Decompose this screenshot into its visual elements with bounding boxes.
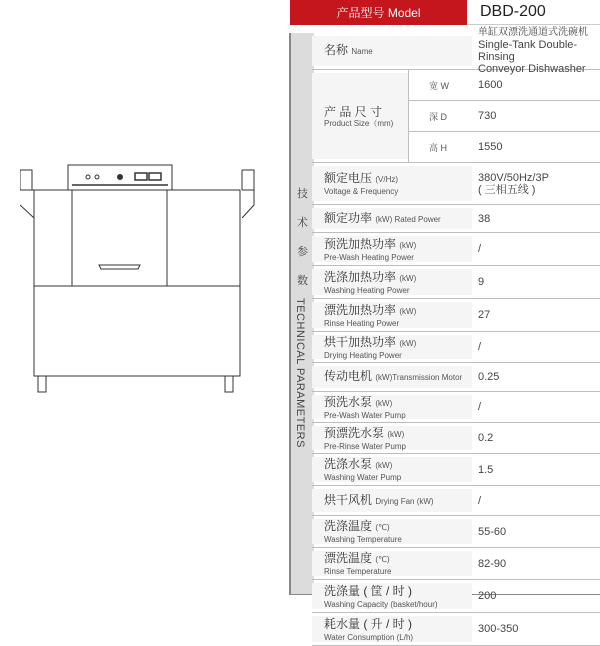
row-label-en: Rinse Heating Power [324, 318, 400, 328]
spec-row [312, 163, 600, 205]
dim-row: 高 H 1550 [408, 132, 600, 162]
row-value: 55-60 [478, 525, 507, 538]
spec-row [312, 266, 600, 299]
row-label [312, 208, 472, 229]
row-label-cn: 名称 Name [324, 43, 373, 57]
size-dimensions [408, 70, 600, 162]
row-label [312, 269, 472, 295]
row-label-cn: 漂洗加热功率 (kW) [324, 302, 417, 317]
row-label-cn: 漂洗温度 (℃) [324, 551, 390, 565]
dim-row: 深 D 730 [408, 101, 600, 132]
row-value: 1.5 [478, 463, 494, 476]
row-label-en: Product Size（mm) [324, 118, 394, 128]
spec-table [312, 27, 600, 646]
row-label-en: Water Consumption (L/h) [324, 632, 414, 642]
spec-row [312, 423, 600, 454]
row-label [312, 551, 472, 576]
model-header [290, 0, 600, 25]
row-label-en: Washing Heating Power [324, 285, 410, 295]
row-value: 单缸双漂洗通道式洗碗机 Single-Tank Double-Rinsing Conveyor Dishwasher [478, 27, 588, 75]
row-label-cn: 洗涤量 ( 筐 / 时 ) [324, 583, 412, 598]
spec-row [312, 392, 600, 423]
row-label [312, 395, 472, 419]
side-label-en: TECHNICAL PARAMETERS [294, 298, 306, 448]
spec-row [312, 486, 600, 516]
row-value: / [478, 494, 482, 507]
row-label-en: Washing Temperature [324, 535, 402, 544]
side-label-cn [291, 185, 314, 288]
spec-row [312, 233, 600, 266]
row-value: 27 [478, 309, 491, 321]
row-label-en: Voltage & Frequency [324, 187, 399, 196]
row-label [312, 519, 472, 544]
row-label [312, 36, 472, 66]
row-value: 82-90 [478, 557, 507, 570]
row-label [312, 73, 408, 159]
row-label-cn: 烘干加热功率 (kW) [324, 334, 417, 349]
spec-row [312, 332, 600, 363]
row-label-cn: 额定功率 (kW) Rated Power [324, 210, 441, 225]
row-label-en: Pre-Wash Heating Power [324, 252, 414, 262]
row-label-cn: 洗涤加热功率 (kW) [324, 269, 417, 284]
row-value: 380V/50Hz/3P ( 三相五线 ) [478, 171, 549, 196]
row-value: 38 [478, 212, 491, 225]
row-label [312, 457, 472, 482]
row-label-en: Washing Water Pump [324, 473, 402, 482]
side-char: 数 [297, 275, 308, 287]
row-label [312, 302, 472, 328]
spec-row-name [312, 27, 600, 75]
row-value: 0.25 [478, 371, 500, 383]
row-label-cn: 预洗加热功率 (kW) [324, 236, 417, 251]
model-label: 产品型号 Model [290, 0, 467, 25]
dishwasher-drawing [20, 155, 275, 395]
row-label [312, 489, 472, 512]
technical-parameters-sidebar [289, 33, 314, 595]
model-value: DBD-200 [467, 0, 600, 25]
row-value: 300-350 [478, 623, 519, 635]
row-label [312, 236, 472, 262]
row-label-cn: 预洗水泵 (kW) [324, 394, 393, 409]
spec-row-size [312, 70, 600, 163]
side-char: 技 [297, 188, 308, 200]
dim-row: 宽 W 1600 [408, 70, 600, 101]
spec-row [312, 299, 600, 332]
row-label-cn: 额定电压 (V/Hz) [324, 171, 399, 185]
spec-row [312, 454, 600, 486]
row-value: 0.2 [478, 432, 494, 444]
row-label-en: Pre-Wash Water Pump [324, 410, 406, 420]
row-label-en: Washing Capacity (basket/hour) [324, 599, 438, 609]
spec-row [312, 363, 600, 392]
row-label-cn: 传动电机 (kW)Transmission Motor [324, 369, 463, 383]
row-value: / [478, 243, 482, 255]
side-char: 参 [297, 246, 308, 258]
spec-row [312, 548, 600, 580]
spec-row [312, 613, 600, 646]
row-label-cn: 烘干风机 Drying Fan (kW) [324, 492, 434, 507]
row-label [312, 366, 472, 388]
row-label-cn: 耗水量 ( 升 / 时 ) [324, 616, 412, 631]
row-value: / [478, 341, 482, 353]
row-value: 200 [478, 590, 497, 602]
row-label-cn: 洗涤水泵 (kW) [324, 457, 393, 471]
row-label-en: Drying Heating Power [324, 350, 402, 360]
side-char: 术 [297, 217, 308, 229]
row-label [312, 583, 472, 609]
row-value: 9 [478, 276, 485, 288]
row-label [312, 426, 472, 450]
row-value: / [478, 401, 482, 413]
row-label-cn: 产 品 尺 寸 [324, 104, 383, 119]
row-label-en: Pre-Rinse Water Pump [324, 441, 406, 451]
row-label-cn: 洗涤温度 (℃) [324, 519, 390, 533]
row-label [312, 166, 472, 201]
row-label [312, 616, 472, 642]
spec-row [312, 580, 600, 613]
row-label-cn: 预漂洗水泵 (kW) [324, 425, 405, 440]
row-label [312, 335, 472, 359]
spec-row [312, 516, 600, 548]
row-label-en: Rinse Temperature [324, 567, 392, 576]
spec-row [312, 205, 600, 233]
